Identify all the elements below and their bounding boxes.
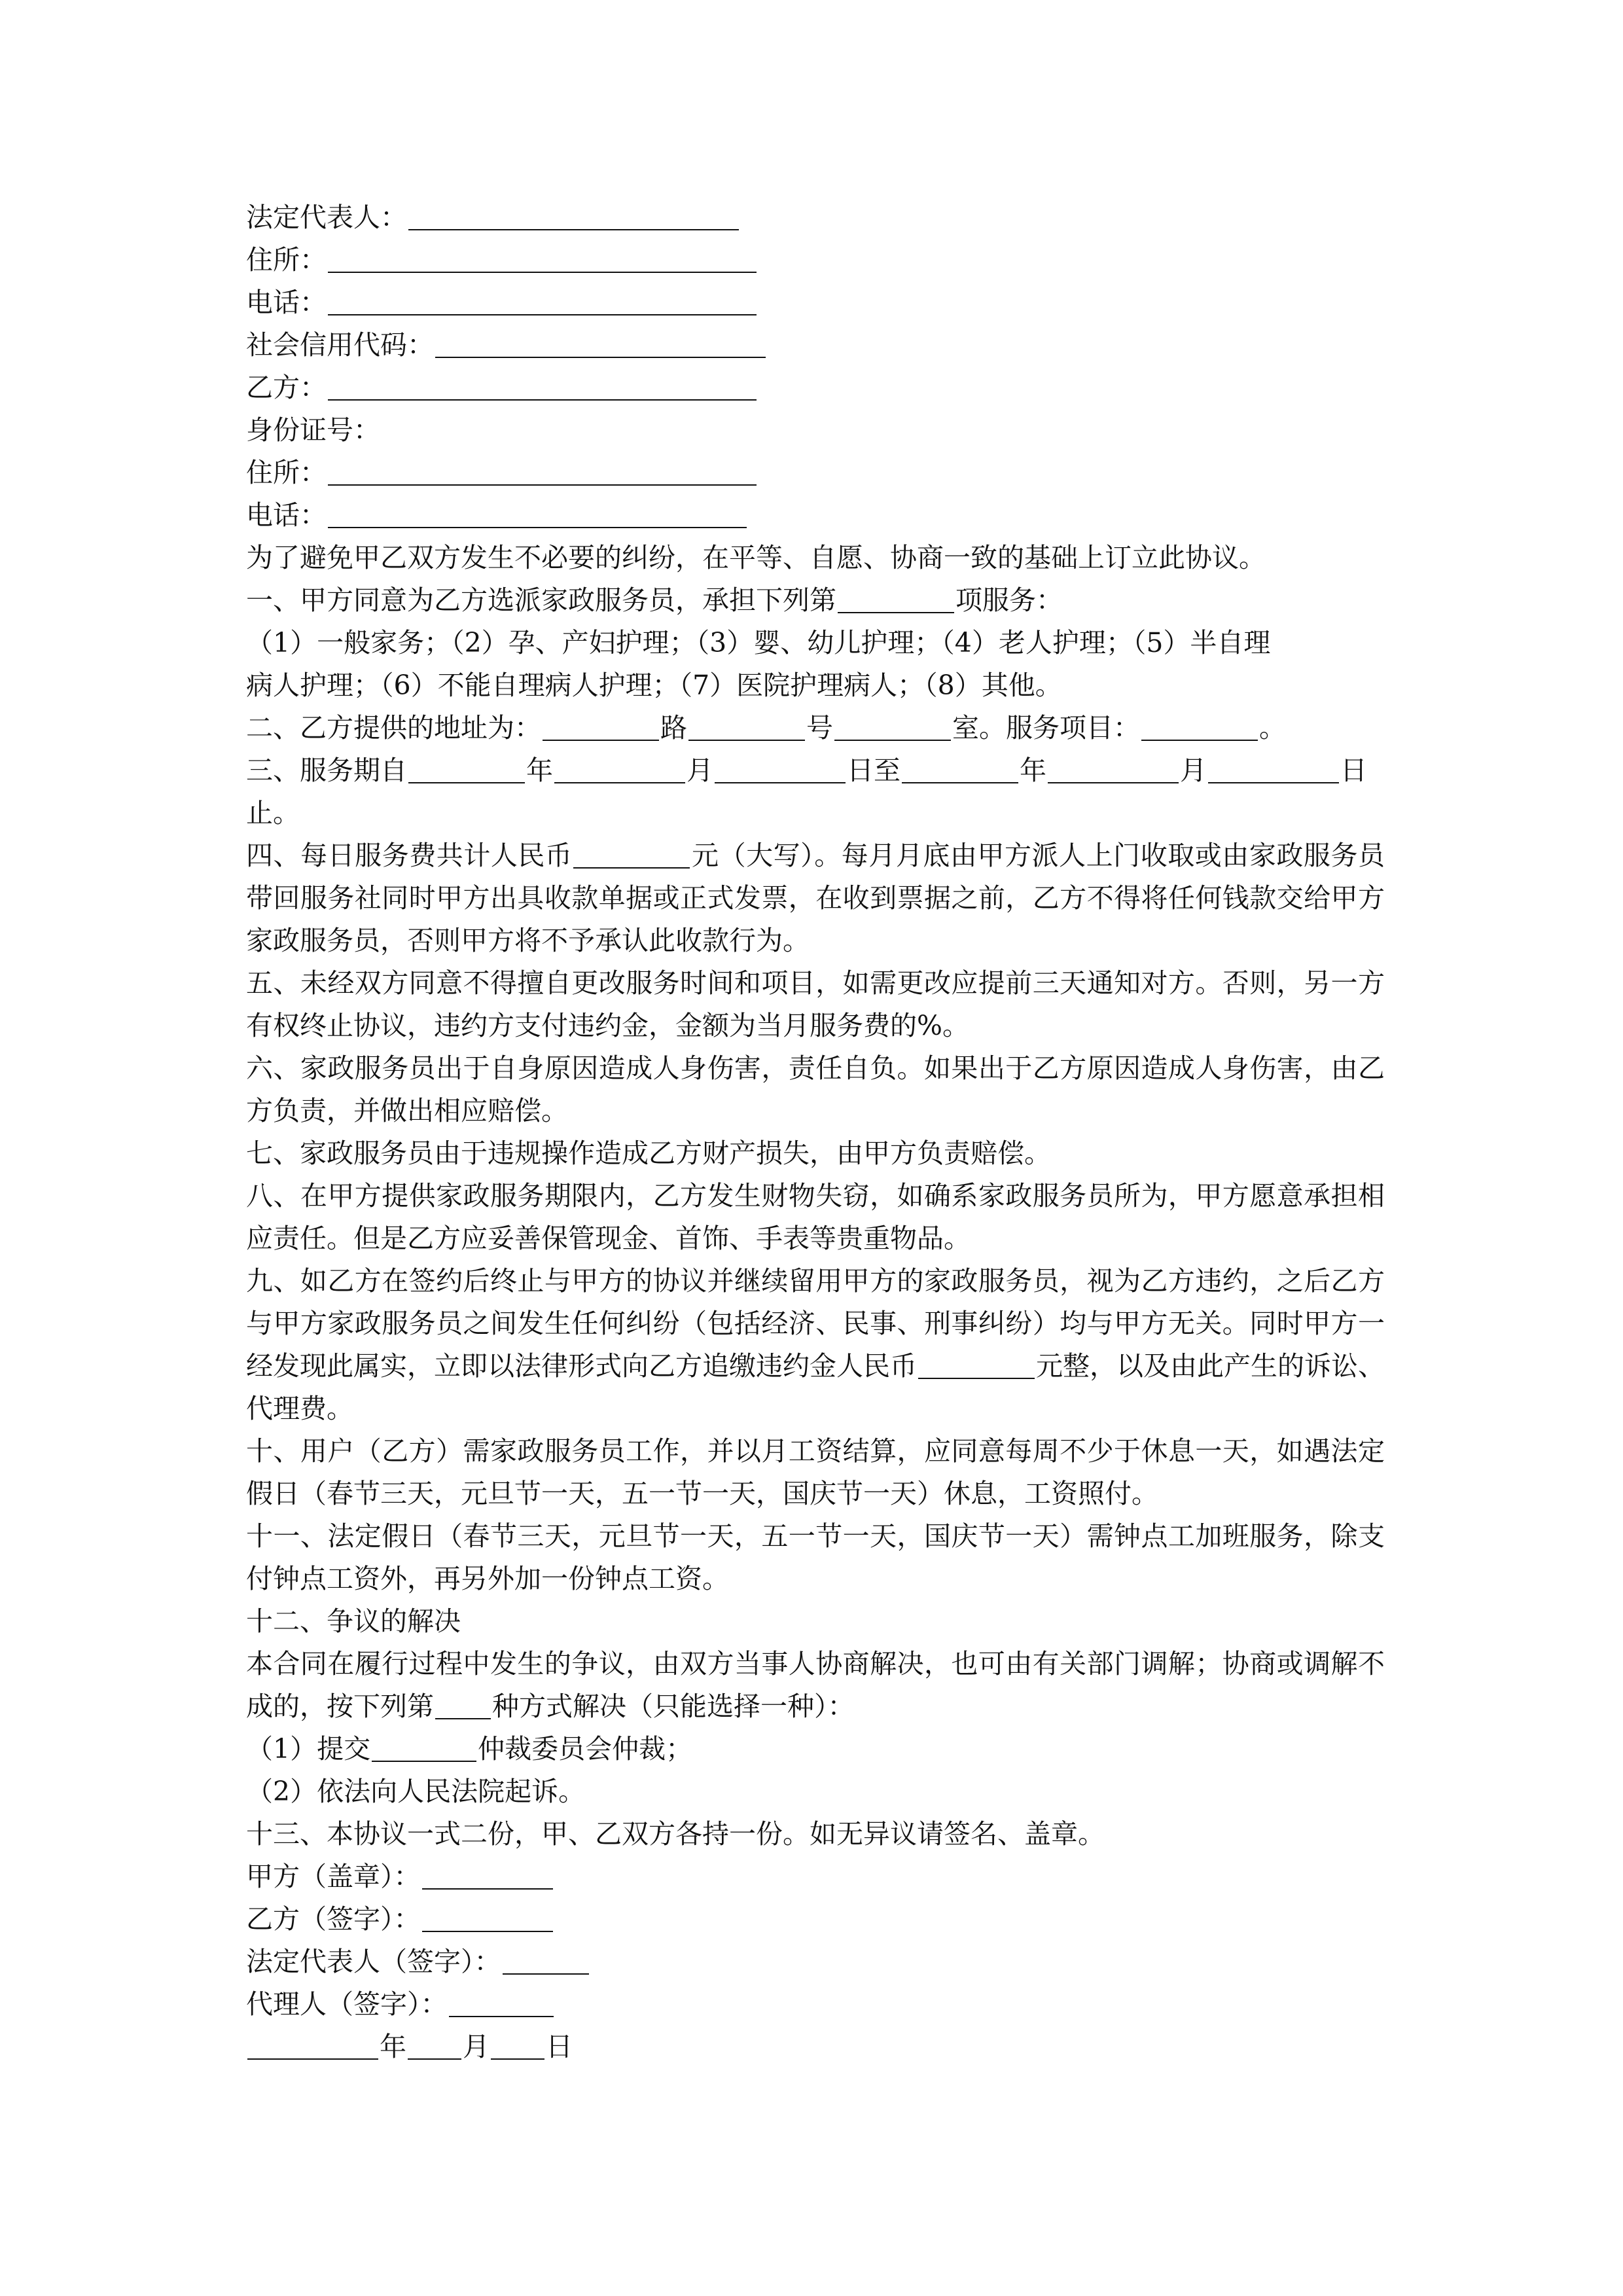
- sign-agent-label: 代理人（签字）：: [246, 1988, 448, 2020]
- clause-12-text: 本合同在履行过程中发生的争议，由双方当事人协商解决，也可由有关部门调解；协商或调解不成的，按下列第: [246, 1648, 1385, 1722]
- credit-code-label: 社会信用代码：: [246, 329, 434, 361]
- month-label: 月: [687, 755, 713, 786]
- party-b-phone-label: 电话：: [246, 499, 327, 531]
- party-a-phone-row: [246, 281, 1385, 324]
- day-to-label: 日至: [847, 755, 901, 786]
- party-a-seal-field[interactable]: [422, 1859, 553, 1890]
- clause-3: [246, 749, 1385, 792]
- room-label: 室。服务项目：: [952, 712, 1140, 744]
- arbitration-committee-field[interactable]: [372, 1732, 476, 1762]
- party-b-address-label: 住所：: [246, 457, 327, 488]
- credit-code-field[interactable]: [435, 328, 766, 358]
- contract-page: [246, 196, 1385, 2068]
- start-year-field[interactable]: [408, 753, 525, 783]
- start-month-field[interactable]: [554, 753, 685, 783]
- party-a-credit-code-row: [246, 324, 1385, 367]
- party-b-label: 乙方：: [246, 372, 327, 403]
- legal-rep-label: 法定代表人：: [246, 202, 407, 233]
- party-b-phone-field[interactable]: [328, 498, 747, 528]
- party-b-field[interactable]: [328, 370, 757, 401]
- end-month-field[interactable]: [1048, 753, 1179, 783]
- party-b-address-field[interactable]: [328, 456, 757, 486]
- sign-party-b-label: 乙方（签字）：: [246, 1903, 421, 1935]
- clause-4: [246, 834, 1385, 962]
- sign-date-row: [246, 2026, 1385, 2068]
- party-a-legal-rep-row: [246, 196, 1385, 239]
- clause-10: 十、用户（乙方）需家政服务员工作，并以月工资结算，应同意每周不少于休息一天，如遇法定假日（春节三天，元旦节一天，五一节一天，国庆节一天）休息，工资照付。: [246, 1435, 1385, 1509]
- resolution-method-field[interactable]: [435, 1689, 491, 1719]
- clause-1-items-line-2: 病人护理；（6）不能自理病人护理；（7）医院护理病人；（8）其他。: [246, 670, 1062, 701]
- clause-4-text-end: 元（大写）。每月月底由甲方派人上门收取或由家政服务员带回服务社同时甲方出具收款单据或正式发票，在收到票据之前，乙方不得将任何钱款交给甲方家政服务员，否则甲方将不予承认此收款行为。: [246, 840, 1385, 956]
- clause-12-text-end: 种方式解决（只能选择一种）：: [492, 1691, 855, 1722]
- clause-5: 五、未经双方同意不得擅自更改服务时间和项目，如需更改应提前三天通知对方。否则，另一方有权终止协议，违约方支付违约金，金额为当月服务费的%。: [246, 967, 1385, 1041]
- start-day-field[interactable]: [715, 753, 846, 783]
- party-b-signature-field[interactable]: [422, 1902, 553, 1932]
- clause-1: [246, 579, 1385, 622]
- number-field[interactable]: [688, 711, 805, 741]
- sign-day-label: 日: [546, 2031, 573, 2062]
- clause-12-option-2: （2）依法向人民法院起诉。: [246, 1776, 586, 1807]
- daily-fee-field[interactable]: [573, 838, 690, 869]
- sign-agent-row: [246, 1983, 1385, 2026]
- year-label: 年: [526, 755, 553, 786]
- end-day-field[interactable]: [1208, 753, 1339, 783]
- phone-label: 电话：: [246, 287, 327, 318]
- clause-4-text: 四、每日服务费共计人民币: [246, 840, 573, 871]
- sign-year-field[interactable]: [247, 2030, 378, 2060]
- road-label: 路: [660, 712, 687, 744]
- clause-11: 十一、法定假日（春节三天，元旦节一天，五一节一天，国庆节一天）需钟点工加班服务，除支付钟点工资外，再另外加一份钟点工资。: [246, 1520, 1385, 1594]
- room-field[interactable]: [834, 711, 951, 741]
- day-label-2: 日: [1340, 755, 1367, 786]
- clause-2-text: 二、乙方提供的地址为：: [246, 712, 541, 744]
- party-b-row: [246, 367, 1385, 409]
- end-year-field[interactable]: [902, 753, 1018, 783]
- option-1-text-end: 仲裁委员会仲裁；: [478, 1733, 693, 1765]
- clause-2: [246, 707, 1385, 749]
- number-label: 号: [806, 712, 833, 744]
- sign-month-field[interactable]: [408, 2030, 461, 2060]
- sign-month-label: 月: [463, 2031, 490, 2062]
- sign-party-b-row: [246, 1898, 1385, 1941]
- sign-legal-rep-row: [246, 1941, 1385, 1983]
- sign-day-field[interactable]: [491, 2030, 544, 2060]
- sign-legal-rep-label: 法定代表人（签字）：: [246, 1946, 501, 1977]
- intro-paragraph: 为了避免甲乙双方发生不必要的纠纷，在平等、自愿、协商一致的基础上订立此协议。: [246, 542, 1266, 573]
- clause-9: [246, 1260, 1385, 1430]
- clause-9-text-end: 元整，以及由此产生的诉讼、代理费。: [246, 1350, 1385, 1424]
- clause-7: 七、家政服务员由于违规操作造成乙方财产损失，由甲方负责赔偿。: [246, 1138, 1051, 1169]
- road-field[interactable]: [543, 711, 659, 741]
- party-b-address-row: [246, 452, 1385, 494]
- sign-year-label: 年: [380, 2031, 406, 2062]
- address-field[interactable]: [328, 243, 757, 273]
- address-label: 住所：: [246, 244, 327, 276]
- legal-rep-field[interactable]: [408, 200, 739, 230]
- legal-rep-signature-field[interactable]: [503, 1945, 589, 1975]
- clause-3-text: 三、服务期自: [246, 755, 407, 786]
- id-no-label: 身份证号：: [246, 414, 380, 446]
- clause-6: 六、家政服务员出于自身原因造成人身伤害，责任自负。如果出于乙方原因造成人身伤害，由乙方负责，并做出相应赔偿。: [246, 1052, 1385, 1126]
- sign-party-a-row: [246, 1856, 1385, 1898]
- clause-12-body: [246, 1643, 1385, 1728]
- clause-12-option-1: [246, 1728, 1385, 1770]
- phone-field[interactable]: [328, 285, 757, 315]
- year-label-2: 年: [1020, 755, 1046, 786]
- clause-3-end: 止。: [246, 797, 300, 829]
- clause-9-text: 九、如乙方在签约后终止与甲方的协议并继续留用甲方的家政服务员，视为乙方违约，之后乙方与甲方家政服务员之间发生任何纠纷（包括经济、民事、刑事纠纷）均与甲方无关。同时甲方一经发现此属实，立即以法律形式向乙方追缴违约金人民币: [246, 1265, 1385, 1382]
- option-1-text: （1）提交: [246, 1733, 371, 1765]
- service-item-field[interactable]: [838, 583, 954, 613]
- clause-2-end: 。: [1259, 712, 1286, 744]
- penalty-amount-field[interactable]: [918, 1349, 1035, 1379]
- month-label-2: 月: [1180, 755, 1207, 786]
- clause-1-text: 一、甲方同意为乙方选派家政服务员，承担下列第: [246, 584, 836, 616]
- party-b-id-row: [246, 409, 1385, 452]
- clause-13: 十三、本协议一式二份，甲、乙双方各持一份。如无异议请签名、盖章。: [246, 1818, 1105, 1850]
- clause-1-items-line-1: （1）一般家务；（2）孕、产妇护理；（3）婴、幼儿护理；（4）老人护理；（5）半自理: [246, 627, 1271, 658]
- service-project-field[interactable]: [1141, 711, 1258, 741]
- party-b-phone-row: [246, 494, 1385, 537]
- clause-1-text-end: 项服务：: [955, 584, 1063, 616]
- agent-signature-field[interactable]: [449, 1987, 554, 2017]
- sign-party-a-label: 甲方（盖章）：: [246, 1861, 421, 1892]
- party-a-address-row: [246, 239, 1385, 281]
- clause-12-title: 十二、争议的解决: [246, 1605, 461, 1637]
- clause-8: 八、在甲方提供家政服务期限内，乙方发生财物失窃，如确系家政服务员所为，甲方愿意承担相应责任。但是乙方应妥善保管现金、首饰、手表等贵重物品。: [246, 1180, 1385, 1254]
